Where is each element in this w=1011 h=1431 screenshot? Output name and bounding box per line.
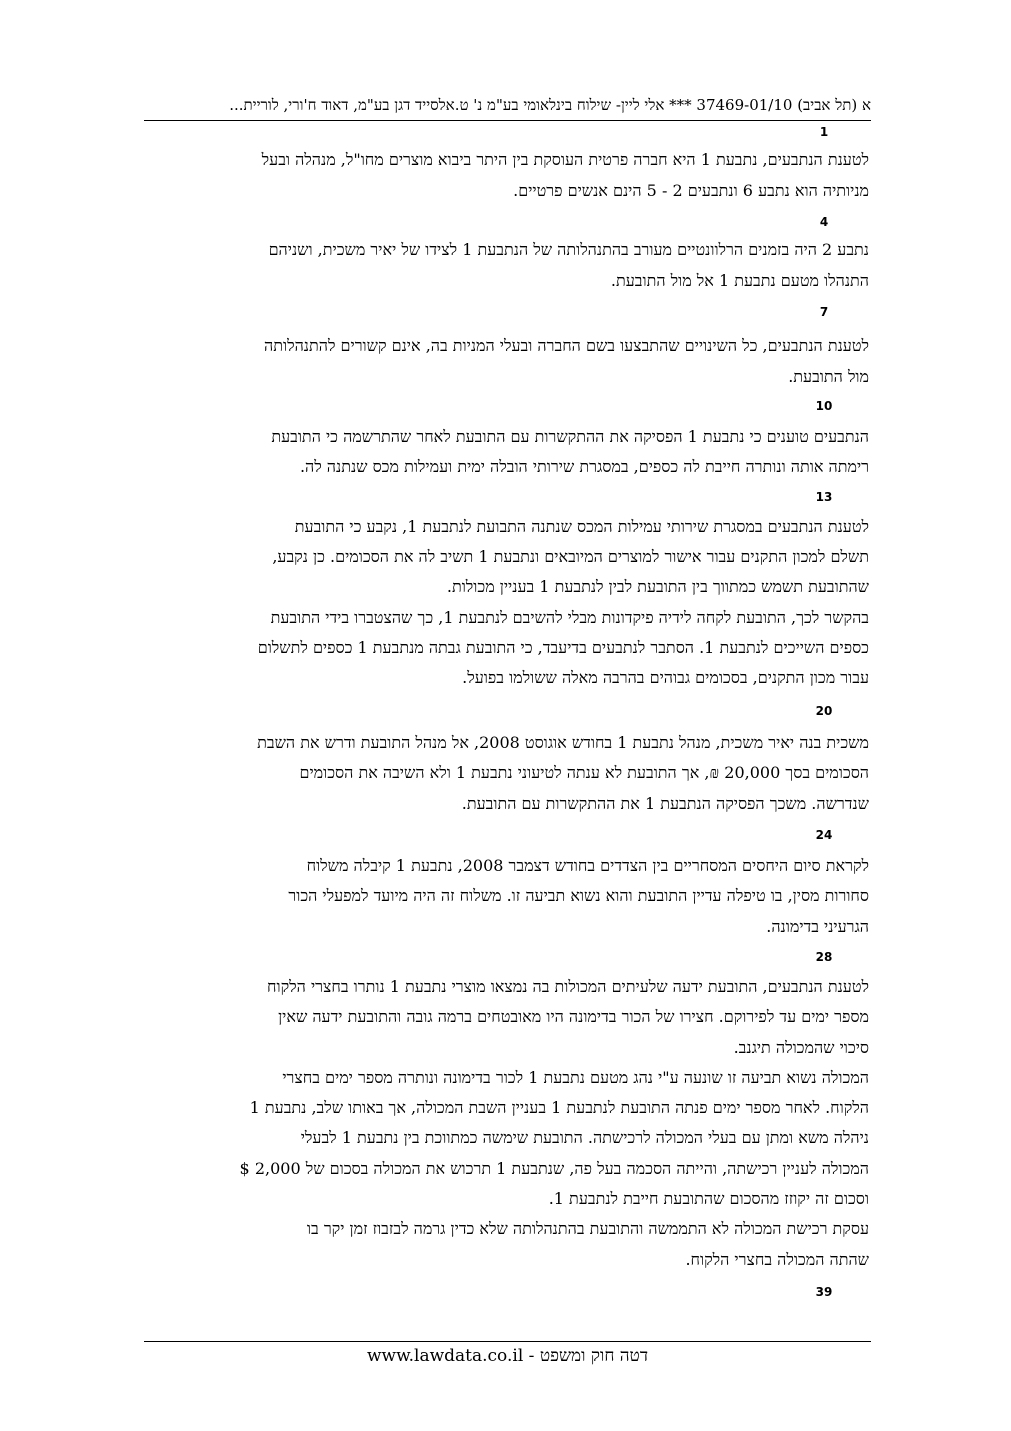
text-line: עסקת רכישת המכולה לא התממשה והתובעת בהתנהלותה שלא כדין גרמה לבזבוז זמן יקר בו: [306, 1219, 869, 1238]
text-line: לטענת הנתבעים, התובעת ידעה שלעיתים המכולות בה נמצאו מוצרי נתבעת 1 נותרו בחצרי הלקוח: [267, 977, 869, 996]
paragraph-number: 1: [819, 125, 829, 139]
text-line: משכית בנה יאיר משכית, מנהל נתבעת 1 בחודש אוגוסט 2008, אל מנהל התובעת ודרש את השבת: [257, 733, 869, 752]
header-rule: [144, 120, 871, 121]
text-line: הנתבעים טוענים כי נתבעת 1 הפסיקה את ההתקשרות עם התובעת לאחר שהתרשמה כי התובעת: [271, 427, 869, 446]
text-line: לטענת הנתבעים, נתבעת 1 היא חברה פרטית העוסקת בין היתר ביבוא מוצרים מחו"ל, מנהלה ובעל: [261, 150, 869, 169]
text-line: תשלם למכון התקנים עבור אישור למוצרים המיובאים ונתבעת 1 תשיב לה את הסכומים. כן נקבע,: [272, 547, 869, 566]
text-line: הלקוח. לאחר מספר ימים פנתה התובעת לנתבעת 1 בעניין השבת המכולה, אך באותו שלב, נתבעת 1: [249, 1098, 869, 1117]
text-line: סיכוי שהמכולה תיגנב.: [733, 1038, 869, 1057]
text-line: סחורות מסין, בו טיפלה עדיין התובעת והוא נשוא תביעה זו. משלוח זה היה מיועד למפעלי הכור: [288, 886, 869, 905]
text-line: כספים השייכים לנתבעת 1. הסתבר לנתבעים בדיעבד, כי התובעת גבתה מנתבעת 1 כספים לתשלום: [257, 638, 869, 657]
paragraph-number: 20: [815, 704, 833, 718]
text-line: שהתובעת תשמש כמתווך בין התובעת לבין לנתבעת 1 בעניין מכולות.: [446, 577, 869, 596]
text-line: הגרעיני בדימונה.: [766, 917, 869, 936]
text-line: לטענת הנתבעים, כל השינויים שהתבצעו בשם החברה ובעלי המניות בה, אינם קשורים להתנהלותה: [264, 336, 869, 355]
document-header: א (תל אביב) 37469-01/10 *** אלי ליין- שילוח בינלאומי בע"מ נ' ט.אלסייד דגן בע"מ, דאוד ח'ורי, לוריית...: [229, 96, 871, 114]
paragraph-number: 24: [815, 828, 833, 842]
text-line: וסכום זה יקוזז מהסכום שהתובעת חייבת לנתבעת 1.: [548, 1189, 869, 1208]
footer-separator: -: [523, 1346, 540, 1366]
footer-url[interactable]: www.lawdata.co.il: [366, 1346, 524, 1366]
text-line: מספר ימים עד לפירוקם. חצירו של הכור בדימונה היו מאובטחים ברמה גובה והתובעת ידעה שאין: [278, 1007, 869, 1026]
text-line: נתבע 2 היה בזמנים הרלוונטיים מעורב בהתנהלותה של הנתבעת 1 לצידו של יאיר משכית, ושניהם: [268, 240, 869, 259]
text-line: בהקשר לכך, התובעת לקחה לידיה פיקדונות מבלי להשיבם לנתבעת 1, כך שהצטברו בידי התובעת: [270, 608, 869, 627]
paragraph-number: 4: [819, 215, 829, 229]
paragraph-number: 10: [815, 399, 833, 413]
text-line: שהתה המכולה בחצרי הלקוח.: [685, 1250, 869, 1269]
text-line: ניהלה משא ומתן עם בעלי המכולה לרכישתה. התובעת שימשה כמתווכת בין נתבעת 1 לבעלי: [300, 1128, 869, 1147]
text-line: מניותיה הוא נתבע 6 ונתבעים 2 - 5 הינם אנשים פרטיים.: [513, 181, 869, 200]
text-line: שנדרשה. משכך הפסיקה הנתבעת 1 את ההתקשרות עם התובעת.: [461, 794, 869, 813]
paragraph-number: 28: [815, 950, 833, 964]
footer-brand: דטה חוק ומשפט: [539, 1346, 649, 1366]
paragraph-number: 39: [815, 1285, 833, 1299]
text-line: התנהלו מטעם נתבעת 1 אל מול התובעת.: [610, 271, 869, 290]
text-line: הסכומים בסך 20,000 ₪, אך התובעת לא ענתה לטיעוני נתבעת 1 ולא השיבה את הסכומים: [299, 763, 869, 782]
text-line: מול התובעת.: [788, 367, 869, 386]
text-line: לטענת הנתבעים במסגרת שירותי עמילות המכס שנתנה התבועת לנתבעת 1, נקבע כי התובעת: [294, 517, 869, 536]
paragraph-number: 13: [815, 490, 833, 504]
paragraph-number: 7: [819, 305, 829, 319]
text-line: רימתה אותה ונותרה חייבת לה כספים, במסגרת שירותי הובלה ימית ועמילות מכס שנתנה לה.: [299, 457, 869, 476]
text-line: המכולה נשוא תביעה זו שונעה ע"י נהג מטעם נתבעת 1 לכור בדימונה ונותרה מספר ימים בחצרי: [282, 1068, 869, 1087]
footer-rule: [144, 1341, 871, 1342]
text-line: המכולה לעניין רכישתה, והייתה הסכמה בעל פה, שנתבעת 1 תרכוש את המכולה בסכום של 2,000 $: [239, 1159, 869, 1178]
text-line: עבור מכון התקנים, בסכומים גבוהים בהרבה מאלה ששולמו בפועל.: [462, 668, 869, 687]
page-footer: [144, 1346, 871, 1366]
text-line: לקראת סיום היחסים המסחריים בין הצדדים בחודש דצמבר 2008, נתבעת 1 קיבלה משלוח: [306, 856, 869, 875]
